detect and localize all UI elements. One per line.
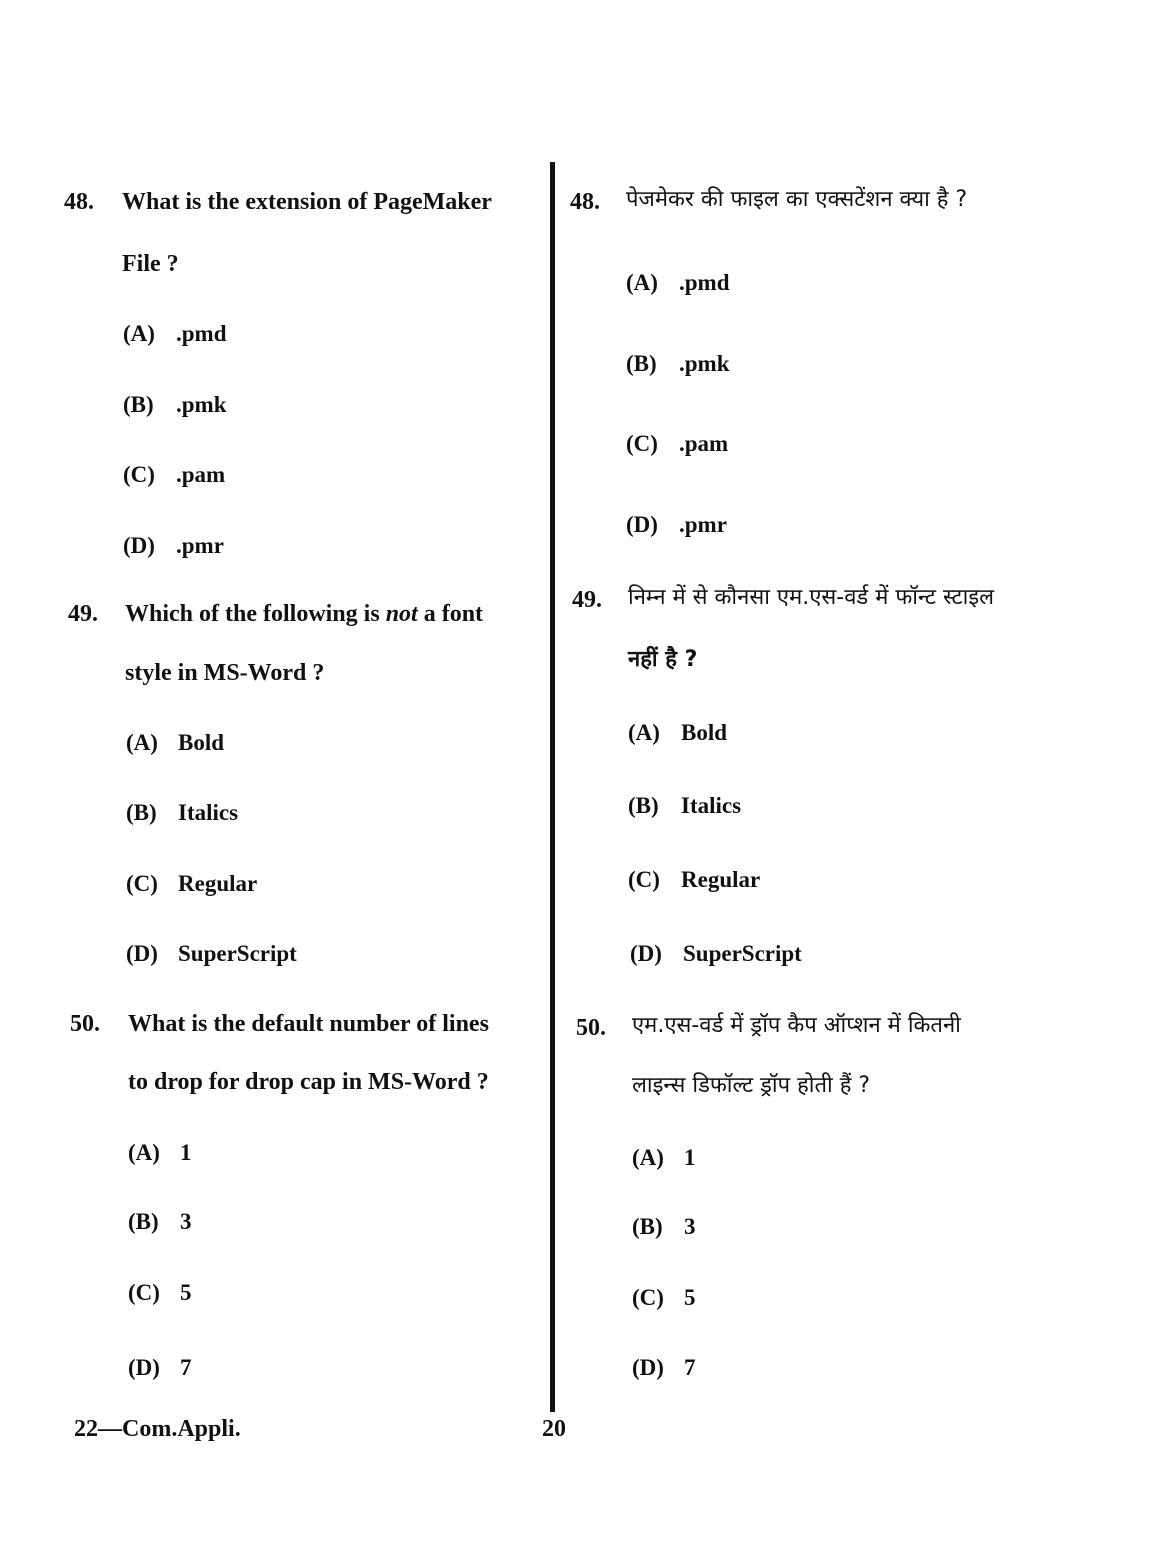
question-49-text-line2: style in MS-Word ? <box>125 660 325 686</box>
hindi-q48-option-b-letter: (B) <box>626 351 657 376</box>
q48-option-d-letter: (D) <box>123 533 155 558</box>
hindi-q49-option-c-letter: (C) <box>628 867 660 892</box>
page-number: 20 <box>542 1416 566 1442</box>
hindi-q49-option-c-text: Regular <box>681 867 761 892</box>
hindi-question-49-text-line2: नहीं है ? <box>628 647 698 672</box>
hindi-q48-option-b-text: .pmk <box>679 351 730 376</box>
q49-option-b-letter: (B) <box>126 800 157 825</box>
hindi-q49-option-b-text: Italics <box>681 793 742 818</box>
q50-option-a-text: 1 <box>180 1140 192 1165</box>
hindi-q50-option-c-text: 5 <box>684 1285 696 1310</box>
hindi-q48-option-d-letter: (D) <box>626 512 658 537</box>
column-divider <box>550 162 555 1412</box>
hindi-question-50-number: 50. <box>576 1015 606 1041</box>
q49-option-d-letter: (D) <box>126 941 158 966</box>
hindi-q49-option-d-text: SuperScript <box>683 941 802 966</box>
hindi-q50-option-d-text: 7 <box>684 1355 696 1380</box>
hindi-q49-option-a-text: Bold <box>681 720 728 745</box>
q48-option-b-text: .pmk <box>176 392 227 417</box>
hindi-question-49-number: 49. <box>572 587 602 613</box>
q49-option-a-text: Bold <box>178 730 225 755</box>
q48-option-a-letter: (A) <box>123 321 155 346</box>
q50-option-d-letter: (D) <box>128 1355 160 1380</box>
q50-option-c-text: 5 <box>180 1280 192 1305</box>
question-48-number: 48. <box>64 189 94 215</box>
question-50-text-line2: to drop for drop cap in MS-Word ? <box>128 1069 489 1095</box>
question-48-text-line1: What is the extension of PageMaker <box>122 189 492 215</box>
hindi-question-48-number: 48. <box>570 189 600 215</box>
q50-option-b-text: 3 <box>180 1209 192 1234</box>
hindi-question-49-text-line1: निम्न में से कौनसा एम.एस-वर्ड में फॉन्ट स्टाइल <box>628 585 995 610</box>
q50-option-c-letter: (C) <box>128 1280 160 1305</box>
q49-option-d-text: SuperScript <box>178 941 297 966</box>
q49-option-a-letter: (A) <box>126 730 158 755</box>
question-49-number: 49. <box>68 601 98 627</box>
hindi-q50-option-a-text: 1 <box>684 1145 696 1170</box>
hindi-question-50-text-line2: लाइन्स डिफॉल्ट ड्रॉप होती हैं ? <box>632 1073 871 1098</box>
hindi-question-48-text: पेजमेकर की फाइल का एक्सटेंशन क्या है ? <box>626 187 968 212</box>
hindi-q48-option-c-text: .pam <box>679 431 729 456</box>
hindi-q48-option-a-letter: (A) <box>626 270 658 295</box>
q49-option-c-letter: (C) <box>126 871 158 896</box>
hindi-q50-option-d-letter: (D) <box>632 1355 664 1380</box>
hindi-q48-option-a-text: .pmd <box>679 270 730 295</box>
paper-code: 22—Com.Appli. <box>74 1416 241 1442</box>
hindi-question-50-text-line1: एम.एस-वर्ड में ड्रॉप कैप ऑप्शन में कितनी <box>632 1013 961 1038</box>
q48-option-d-text: .pmr <box>176 533 224 558</box>
q50-option-a-letter: (A) <box>128 1140 160 1165</box>
question-49-text-line1: Which of the following is not a font <box>125 601 484 627</box>
hindi-q50-option-b-letter: (B) <box>632 1214 663 1239</box>
hindi-q50-option-c-letter: (C) <box>632 1285 664 1310</box>
q48-option-c-text: .pam <box>176 462 226 487</box>
q48-option-b-letter: (B) <box>123 392 154 417</box>
hindi-q48-option-c-letter: (C) <box>626 431 658 456</box>
hindi-q49-option-d-letter: (D) <box>630 941 662 966</box>
hindi-q49-option-b-letter: (B) <box>628 793 659 818</box>
hindi-q50-option-b-text: 3 <box>684 1214 696 1239</box>
question-50-number: 50. <box>70 1011 100 1037</box>
question-48-text-line2: File ? <box>122 251 179 277</box>
q49-option-c-text: Regular <box>178 871 258 896</box>
hindi-q50-option-a-letter: (A) <box>632 1145 664 1170</box>
q48-option-a-text: .pmd <box>176 321 227 346</box>
q50-option-d-text: 7 <box>180 1355 192 1380</box>
q50-option-b-letter: (B) <box>128 1209 159 1234</box>
q48-option-c-letter: (C) <box>123 462 155 487</box>
q49-option-b-text: Italics <box>178 800 239 825</box>
hindi-q48-option-d-text: .pmr <box>679 512 727 537</box>
question-50-text-line1: What is the default number of lines <box>128 1011 489 1037</box>
hindi-q49-option-a-letter: (A) <box>628 720 660 745</box>
